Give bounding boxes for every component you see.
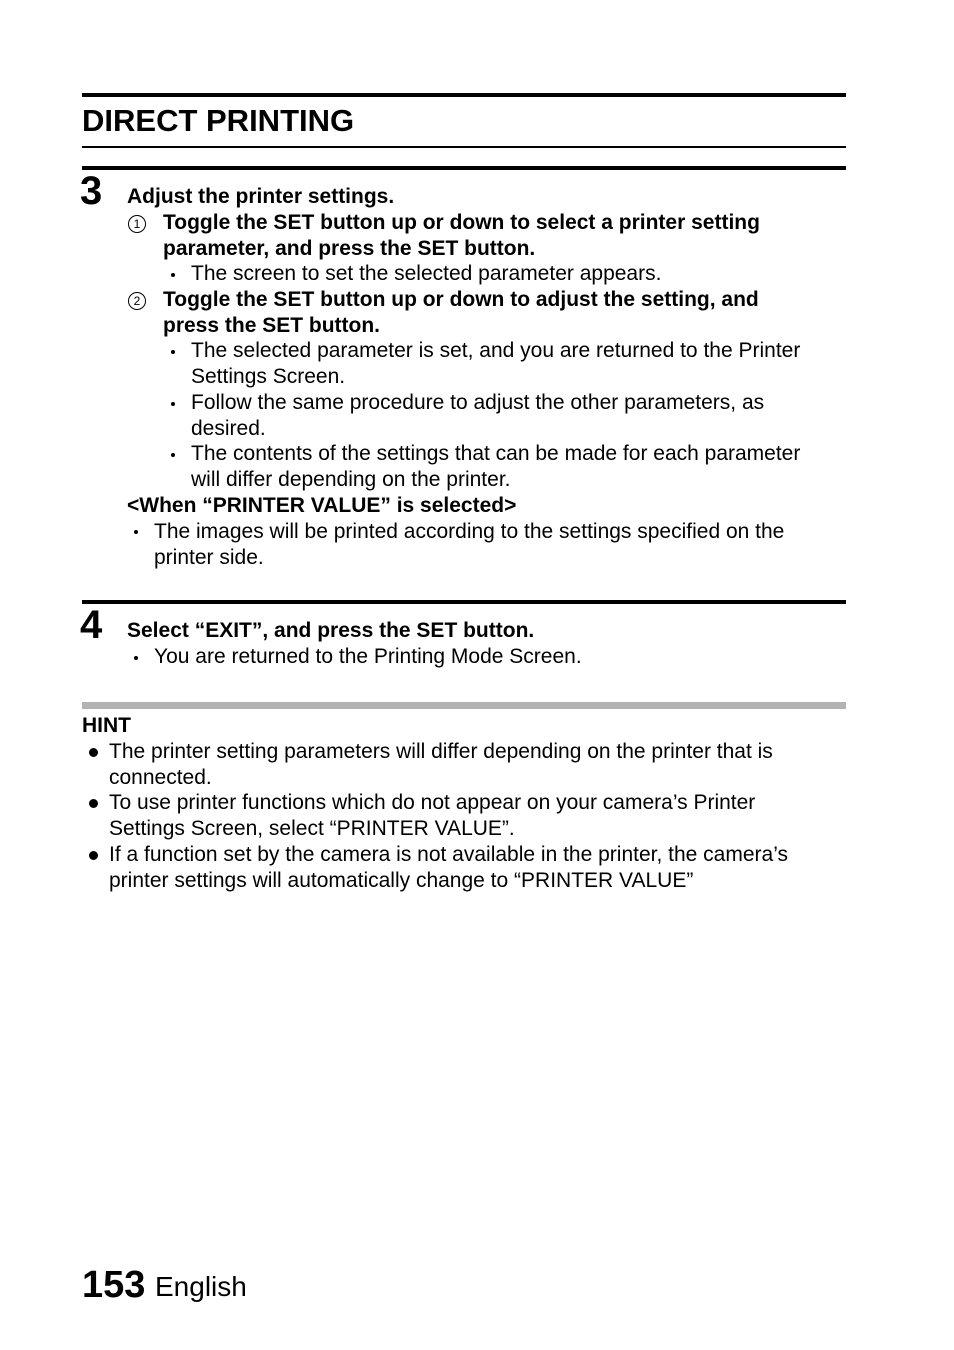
step3-number: 3	[80, 169, 103, 213]
page-title: DIRECT PRINTING	[82, 103, 355, 138]
when-bullet-line1: The images will be printed according to the settings specified on the	[154, 520, 785, 543]
bullet-icon	[171, 402, 175, 406]
language-label: English	[155, 1271, 247, 1302]
bullet-icon	[89, 799, 98, 808]
circled-number-2: 2	[128, 292, 146, 310]
bullet-icon	[171, 453, 175, 457]
step4-rule	[82, 600, 846, 604]
step3-sub2-line2: press the SET button.	[163, 314, 381, 337]
step3-sub2-bullet2-line2: desired.	[191, 417, 266, 440]
step4-bullet: You are returned to the Printing Mode Screen.	[154, 645, 582, 668]
step3-heading: Adjust the printer settings.	[127, 185, 395, 208]
step3-sub1-line1: Toggle the SET button up or down to select a printer setting	[163, 211, 760, 234]
step3-sub1-bullet1: The screen to set the selected parameter appears.	[191, 262, 662, 285]
step3-rule	[82, 166, 846, 170]
step3-sub2-bullet2-line1: Follow the same procedure to adjust the other parameters, as	[191, 391, 765, 414]
when-bullet-line2: printer side.	[154, 546, 264, 569]
step3-sub2-bullet1-line2: Settings Screen.	[191, 365, 346, 388]
bullet-icon	[134, 530, 138, 534]
bullet-icon	[89, 748, 98, 757]
when-printer-value-heading: <When “PRINTER VALUE” is selected>	[127, 494, 517, 517]
step3-sub1-line2: parameter, and press the SET button.	[163, 237, 536, 260]
hint-item3-line1: If a function set by the camera is not available in the printer, the camera’s	[109, 843, 788, 866]
hint-item2-line2: Settings Screen, select “PRINTER VALUE”.	[109, 817, 515, 840]
header-bottom-rule	[82, 146, 846, 148]
hint-rule	[82, 702, 846, 709]
step3-sub2-line1: Toggle the SET button up or down to adjust the setting, and	[163, 288, 759, 311]
step4-heading: Select “EXIT”, and press the SET button.	[127, 619, 535, 642]
page-number: 153	[82, 1264, 146, 1306]
header-top-rule	[82, 93, 846, 97]
circled-number-1: 1	[128, 215, 146, 233]
bullet-icon	[171, 350, 175, 354]
hint-item3-line2: printer settings will automatically change to “PRINTER VALUE”	[109, 869, 694, 892]
step3-sub2-bullet1-line1: The selected parameter is set, and you are returned to the Printer	[191, 339, 801, 362]
bullet-icon	[89, 851, 98, 860]
hint-item1-line2: connected.	[109, 766, 212, 789]
step3-sub2-bullet3-line2: will differ depending on the printer.	[191, 468, 511, 491]
hint-item2-line1: To use printer functions which do not appear on your camera’s Printer	[109, 791, 756, 814]
bullet-icon	[134, 656, 138, 660]
step4-number: 4	[80, 603, 103, 647]
hint-label: HINT	[82, 714, 131, 737]
bullet-icon	[171, 273, 175, 277]
step3-sub2-bullet3-line1: The contents of the settings that can be made for each parameter	[191, 442, 801, 465]
hint-item1-line1: The printer setting parameters will differ depending on the printer that is	[109, 740, 773, 763]
